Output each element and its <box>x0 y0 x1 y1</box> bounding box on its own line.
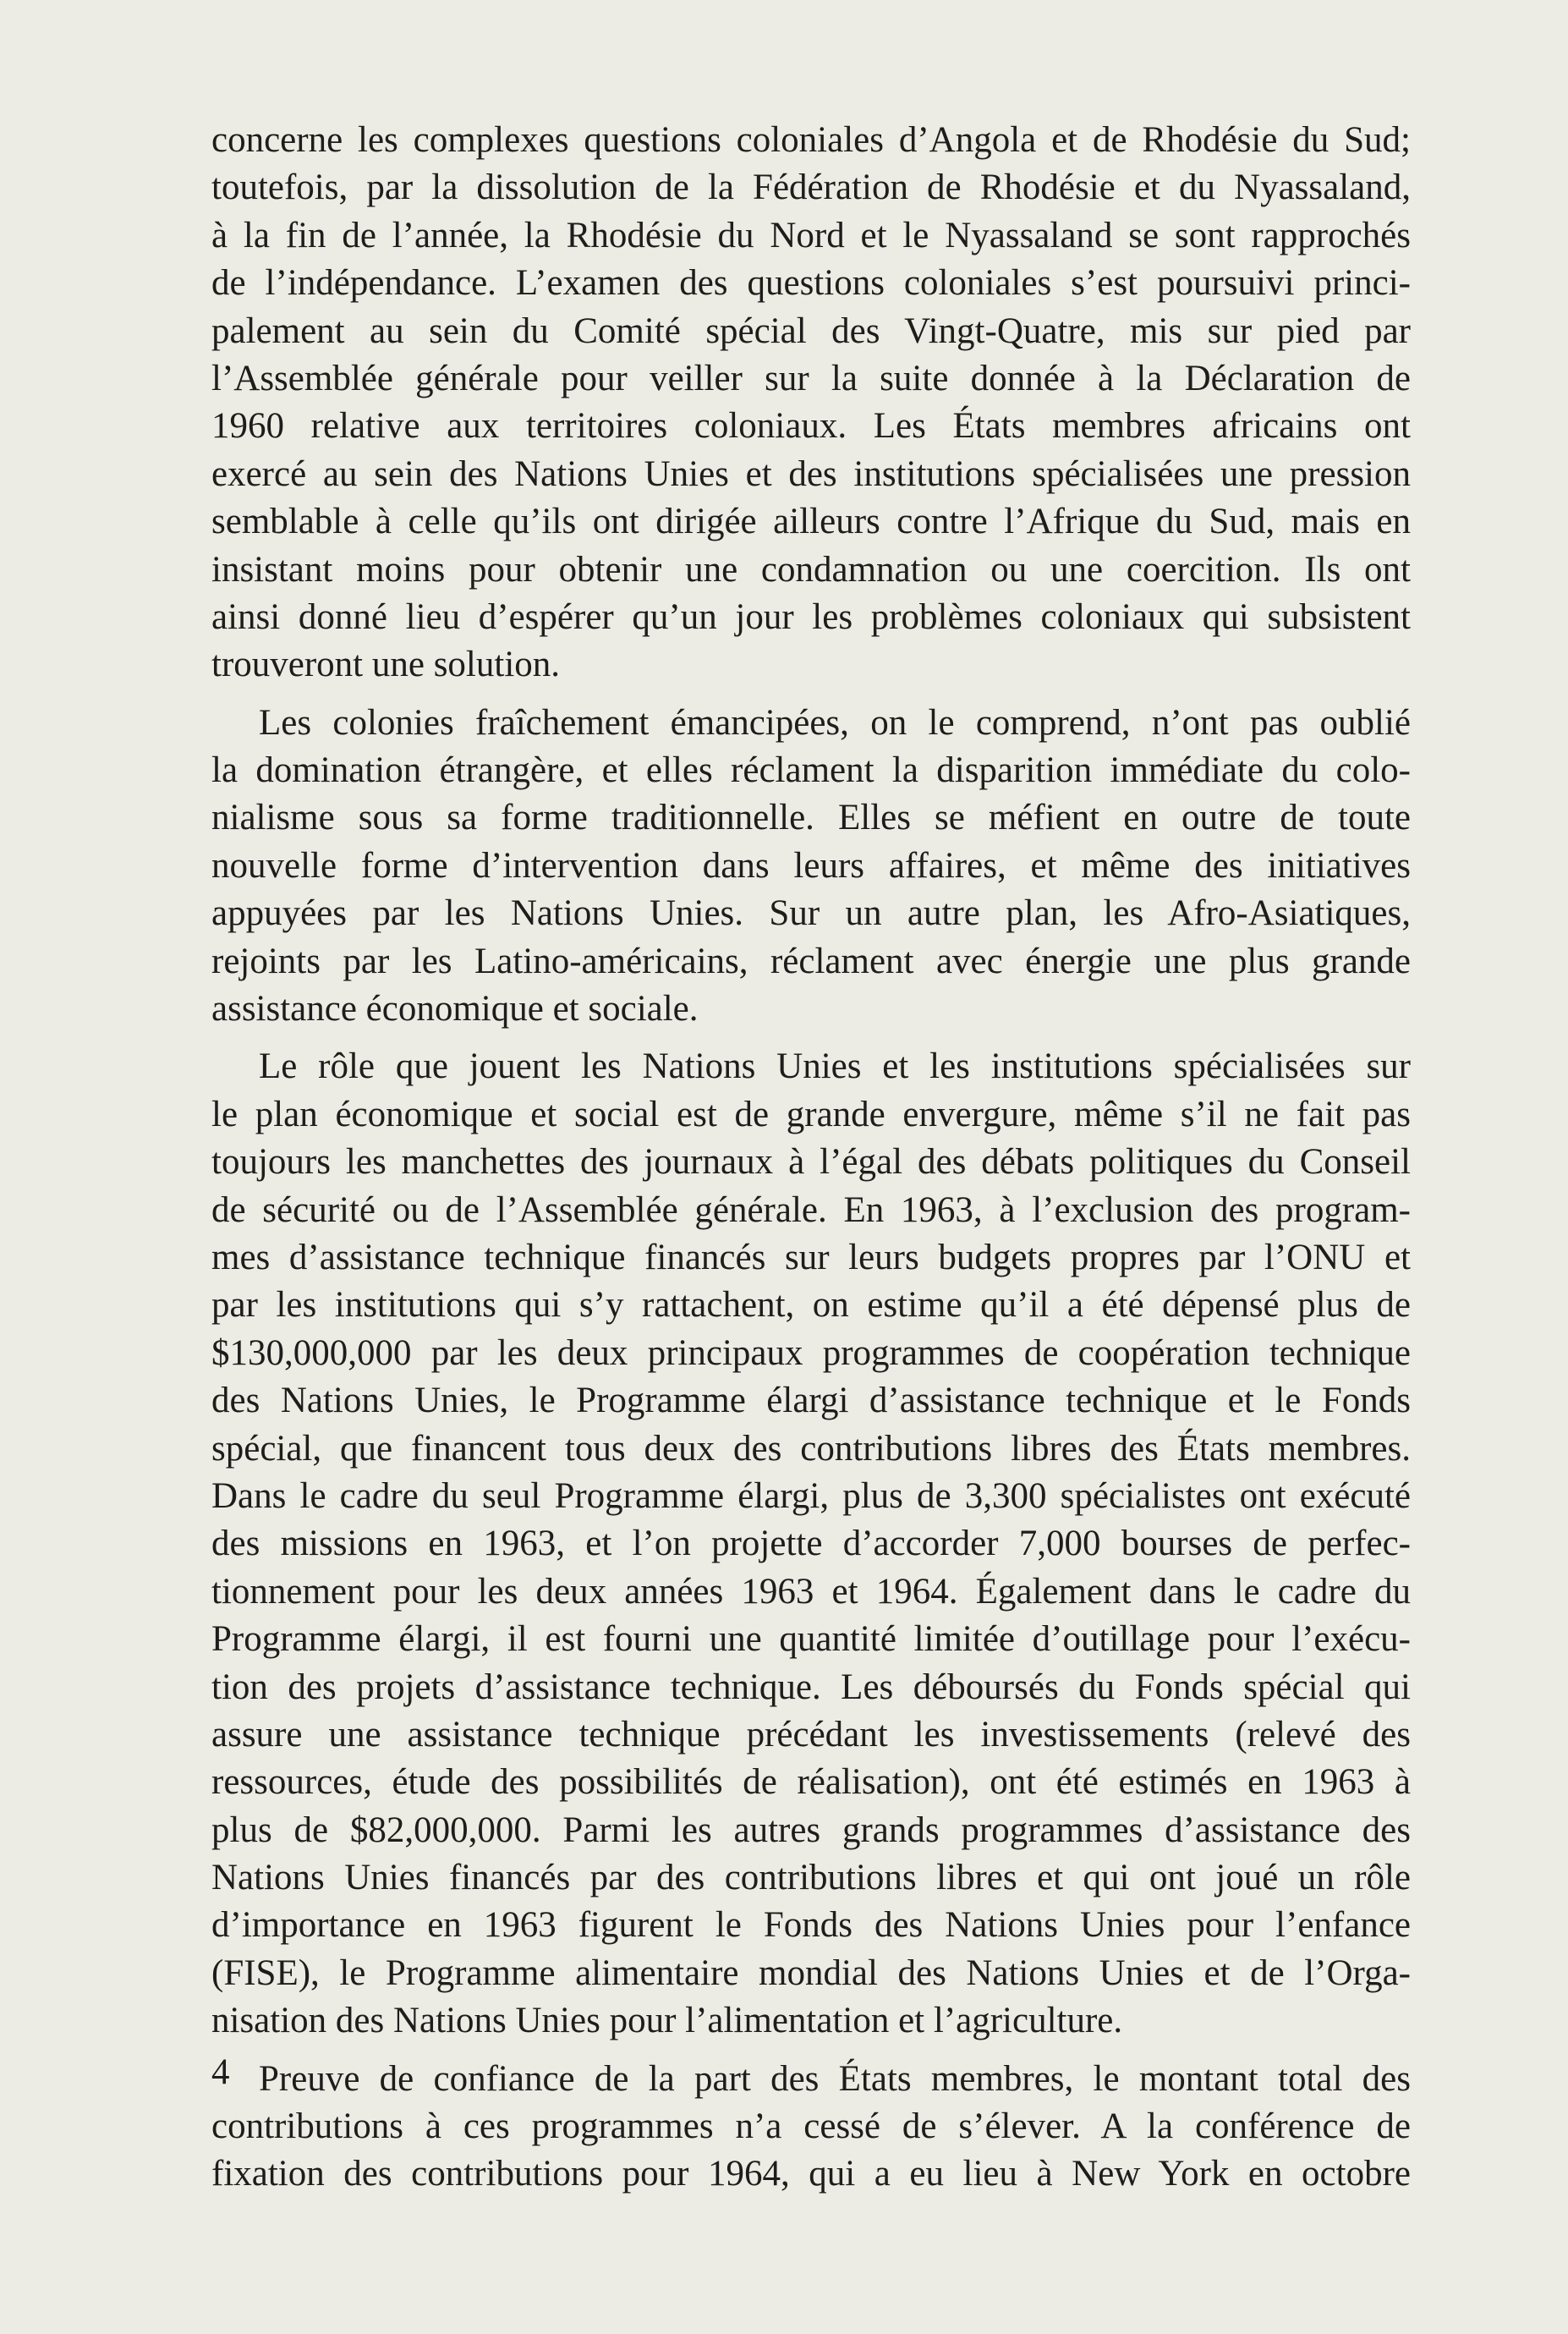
text-line: à la fin de l’année, la Rhodésie du Nord et le Nyassaland se sont rapprochés <box>211 215 1411 255</box>
text-line: assistance économique et sociale. <box>211 989 699 1030</box>
text-line: des missions en 1963, et l’on projette d’accorder 7,000 bourses de perfec- <box>211 1524 1411 1564</box>
text-line: ressources, étude des possibilités de réalisation), ont été estimés en 1963 à <box>211 1762 1411 1803</box>
text-line: Les colonies fraîchement émancipées, on le comprend, n’ont pas oublié <box>259 702 1411 743</box>
text-line: (FISE), le Programme alimentaire mondial des Nations Unies et de l’Orga- <box>211 1952 1411 1993</box>
text-line: tion des projets d’assistance technique. Les déboursés du Fonds spécial qui <box>211 1667 1411 1707</box>
text-line: la domination étrangère, et elles réclament la disparition immédiate du colo- <box>211 750 1411 791</box>
text-line: spécial, que financent tous deux des contributions libres des États membres. <box>211 1428 1411 1469</box>
text-line: appuyées par les Nations Unies. Sur un autre plan, les Afro-Asiatiques, <box>211 893 1411 934</box>
text-line: Programme élargi, il est fourni une quantité limitée d’outillage pour l’exécu- <box>211 1619 1411 1660</box>
text-line: toujours les manchettes des journaux à l’égal des débats politiques du Conseil <box>211 1142 1411 1183</box>
text-line: l’Assemblée générale pour veiller sur la suite donnée à la Déclaration de <box>211 358 1411 398</box>
text-line: fixation des contributions pour 1964, qui a eu lieu à New York en octobre <box>211 2154 1411 2194</box>
text-line: tionnement pour les deux années 1963 et 1964. Également dans le cadre du <box>211 1571 1411 1612</box>
page-body <box>211 117 1411 2199</box>
text-line: trouveront une solution. <box>211 645 561 685</box>
paragraph-2 <box>211 700 1411 1034</box>
text-line: exercé au sein des Nations Unies et des institutions spécialisées une pression <box>211 453 1411 494</box>
text-line: 1960 relative aux territoires coloniaux. Les États membres africains ont <box>211 406 1411 447</box>
text-line: semblable à celle qu’ils ont dirigée ailleurs contre l’Afrique du Sud, mais en <box>211 502 1411 542</box>
text-line: mes d’assistance technique financés sur leurs budgets propres par l’ONU et <box>211 1237 1411 1277</box>
text-line: Nations Unies financés par des contributions libres et qui ont joué un rôle <box>211 1858 1411 1898</box>
text-line: insistant moins pour obtenir une condamnation ou une coercition. Ils ont <box>211 549 1411 590</box>
paragraph-4 <box>211 2056 1411 2199</box>
text-line: des Nations Unies, le Programme élargi d’assistance technique et le Fonds <box>211 1381 1411 1421</box>
text-line: rejoints par les Latino-américains, réclament avec énergie une plus grande <box>211 941 1411 981</box>
text-line: de sécurité ou de l’Assemblée générale. En 1963, à l’exclusion des program- <box>211 1189 1411 1230</box>
paragraph-1 <box>211 117 1411 689</box>
text-line: concerne les complexes questions coloniales d’Angola et de Rhodésie du Sud; <box>211 120 1411 160</box>
text-line: le plan économique et social est de grande envergure, même s’il ne fait pas <box>211 1094 1411 1134</box>
text-line: palement au sein du Comité spécial des Vingt-Quatre, mis sur pied par <box>211 310 1411 351</box>
text-line: plus de $82,000,000. Parmi les autres grands programmes d’assistance des <box>211 1810 1411 1850</box>
text-line: de l’indépendance. L’examen des questions coloniales s’est poursuivi princi- <box>211 263 1411 304</box>
text-line: assure une assistance technique précédant les investissements (relevé des <box>211 1714 1411 1755</box>
text-line: Preuve de confiance de la part des États membres, le montant total des <box>259 2058 1411 2099</box>
text-line: nialisme sous sa forme traditionnelle. Elles se méfient en outre de toute <box>211 798 1411 838</box>
text-line: d’importance en 1963 figurent le Fonds des Nations Unies pour l’enfance <box>211 1905 1411 1946</box>
text-line: contributions à ces programmes n’a cessé de s’élever. A la conférence de <box>211 2106 1411 2147</box>
text-line: Dans le cadre du seul Programme élargi, plus de 3,300 spécialistes ont exécuté <box>211 1475 1411 1516</box>
text-line: toutefois, par la dissolution de la Fédération de Rhodésie et du Nyassaland, <box>211 167 1411 208</box>
page-number: 4 <box>211 2052 230 2092</box>
text-line: nouvelle forme d’intervention dans leurs affaires, et même des initiatives <box>211 845 1411 886</box>
text-line: ainsi donné lieu d’espérer qu’un jour les problèmes coloniaux qui subsistent <box>211 596 1411 637</box>
text-line: Le rôle que jouent les Nations Unies et les institutions spécialisées sur <box>259 1046 1411 1087</box>
paragraph-3 <box>211 1043 1411 2045</box>
text-line: $130,000,000 par les deux principaux programmes de coopération technique <box>211 1332 1411 1373</box>
text-line: nisation des Nations Unies pour l’alimentation et l’agriculture. <box>211 2001 1123 2041</box>
text-line: par les institutions qui s’y rattachent, on estime qu’il a été dépensé plus de <box>211 1285 1411 1326</box>
